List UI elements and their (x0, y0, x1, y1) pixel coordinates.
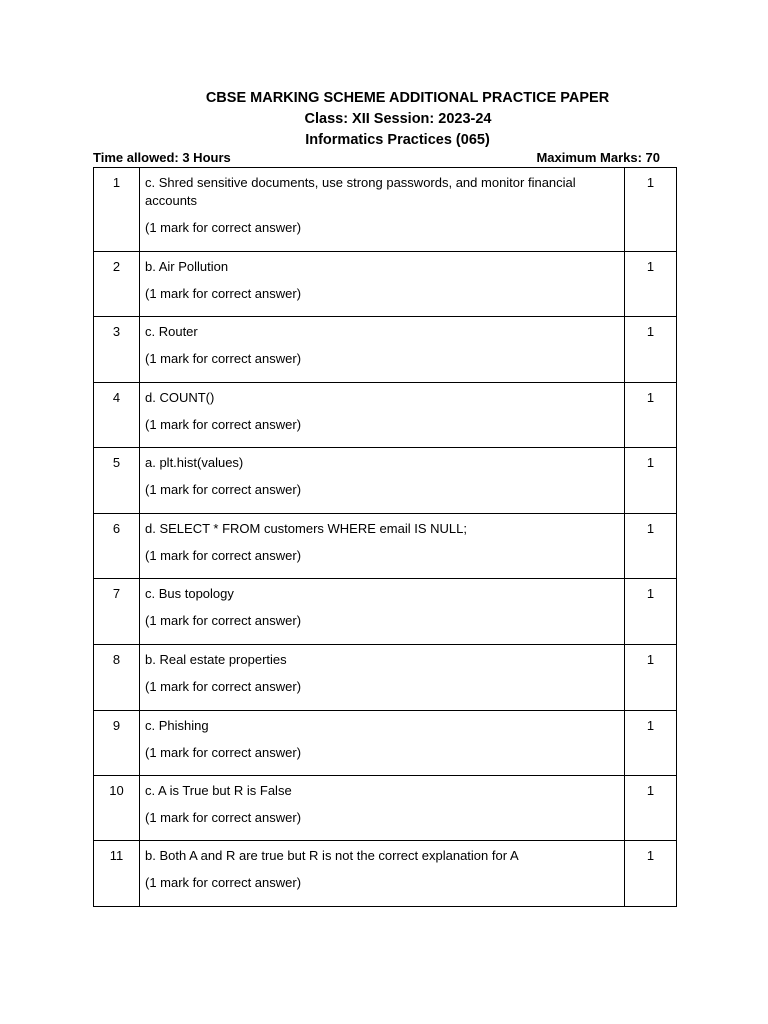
marking-note: (1 mark for correct answer) (145, 417, 302, 432)
question-number: 7 (94, 579, 140, 645)
subject-title: Informatics Practices (065) (305, 132, 490, 148)
question-number: 11 (94, 841, 140, 907)
marks-cell: 1 (625, 645, 677, 711)
table-row (94, 711, 677, 776)
answer-text: c. Router (145, 324, 198, 339)
marking-note: (1 mark for correct answer) (145, 679, 302, 694)
table-row (94, 252, 677, 317)
question-number: 6 (94, 514, 140, 579)
table-row (94, 448, 677, 514)
answer-cell (140, 317, 625, 383)
answer-cell (140, 383, 625, 448)
marking-note: (1 mark for correct answer) (145, 351, 302, 366)
answer-text: c. Bus topology (145, 586, 234, 601)
answer-text: b. Both A and R are true but R is not the correct explanation for A (145, 848, 519, 863)
answer-cell (140, 776, 625, 841)
answer-cell (140, 252, 625, 317)
question-number: 10 (94, 776, 140, 841)
marks-cell: 1 (625, 317, 677, 383)
answer-cell (140, 579, 625, 645)
time-allowed: Time allowed: 3 Hours (93, 150, 231, 165)
question-number: 2 (94, 252, 140, 317)
marking-note: (1 mark for correct answer) (145, 875, 302, 890)
marking-note: (1 mark for correct answer) (145, 286, 302, 301)
maximum-marks: Maximum Marks: 70 (536, 150, 660, 165)
question-number: 8 (94, 645, 140, 711)
paper-title: CBSE MARKING SCHEME ADDITIONAL PRACTICE PAPER (205, 90, 610, 106)
marks-cell: 1 (625, 168, 677, 252)
marks-cell: 1 (625, 514, 677, 579)
class-session: Class: XII Session: 2023-24 (304, 111, 492, 127)
question-number: 3 (94, 317, 140, 383)
marking-note: (1 mark for correct answer) (145, 548, 302, 563)
marks-cell: 1 (625, 383, 677, 448)
answer-cell (140, 645, 625, 711)
marks-cell: 1 (625, 252, 677, 317)
question-number: 5 (94, 448, 140, 514)
answer-cell (140, 448, 625, 514)
answer-cell (140, 168, 625, 252)
marks-cell: 1 (625, 448, 677, 514)
question-number: 4 (94, 383, 140, 448)
question-number: 1 (94, 168, 140, 252)
answer-cell (140, 514, 625, 579)
marks-cell: 1 (625, 776, 677, 841)
answer-cell (140, 711, 625, 776)
marking-note: (1 mark for correct answer) (145, 220, 302, 235)
question-number: 9 (94, 711, 140, 776)
answer-text: a. plt.hist(values) (145, 455, 244, 470)
marks-cell: 1 (625, 579, 677, 645)
marking-note: (1 mark for correct answer) (145, 745, 302, 760)
answer-text: b. Air Pollution (145, 259, 229, 274)
answer-text: d. SELECT * FROM customers WHERE email IS NULL; (145, 521, 467, 536)
answer-text: c. Phishing (145, 718, 209, 733)
marking-note: (1 mark for correct answer) (145, 482, 302, 497)
paper-header (0, 88, 768, 151)
marks-cell: 1 (625, 841, 677, 907)
marking-scheme-body (94, 168, 677, 907)
table-row (94, 645, 677, 711)
answer-cell (140, 841, 625, 907)
table-row (94, 776, 677, 841)
marks-cell: 1 (625, 711, 677, 776)
marking-note: (1 mark for correct answer) (145, 613, 302, 628)
table-row (94, 514, 677, 579)
paper-meta (93, 150, 660, 168)
answer-text: c. Shred sensitive documents, use strong passwords, and monitor financial accounts (145, 175, 576, 208)
table-row (94, 168, 677, 252)
marking-scheme-table (93, 167, 677, 907)
answer-text: c. A is True but R is False (145, 783, 292, 798)
answer-text: d. COUNT() (145, 390, 215, 405)
marking-note: (1 mark for correct answer) (145, 810, 302, 825)
table-row (94, 579, 677, 645)
table-row (94, 383, 677, 448)
answer-text: b. Real estate properties (145, 652, 287, 667)
table-row (94, 317, 677, 383)
table-row (94, 841, 677, 907)
